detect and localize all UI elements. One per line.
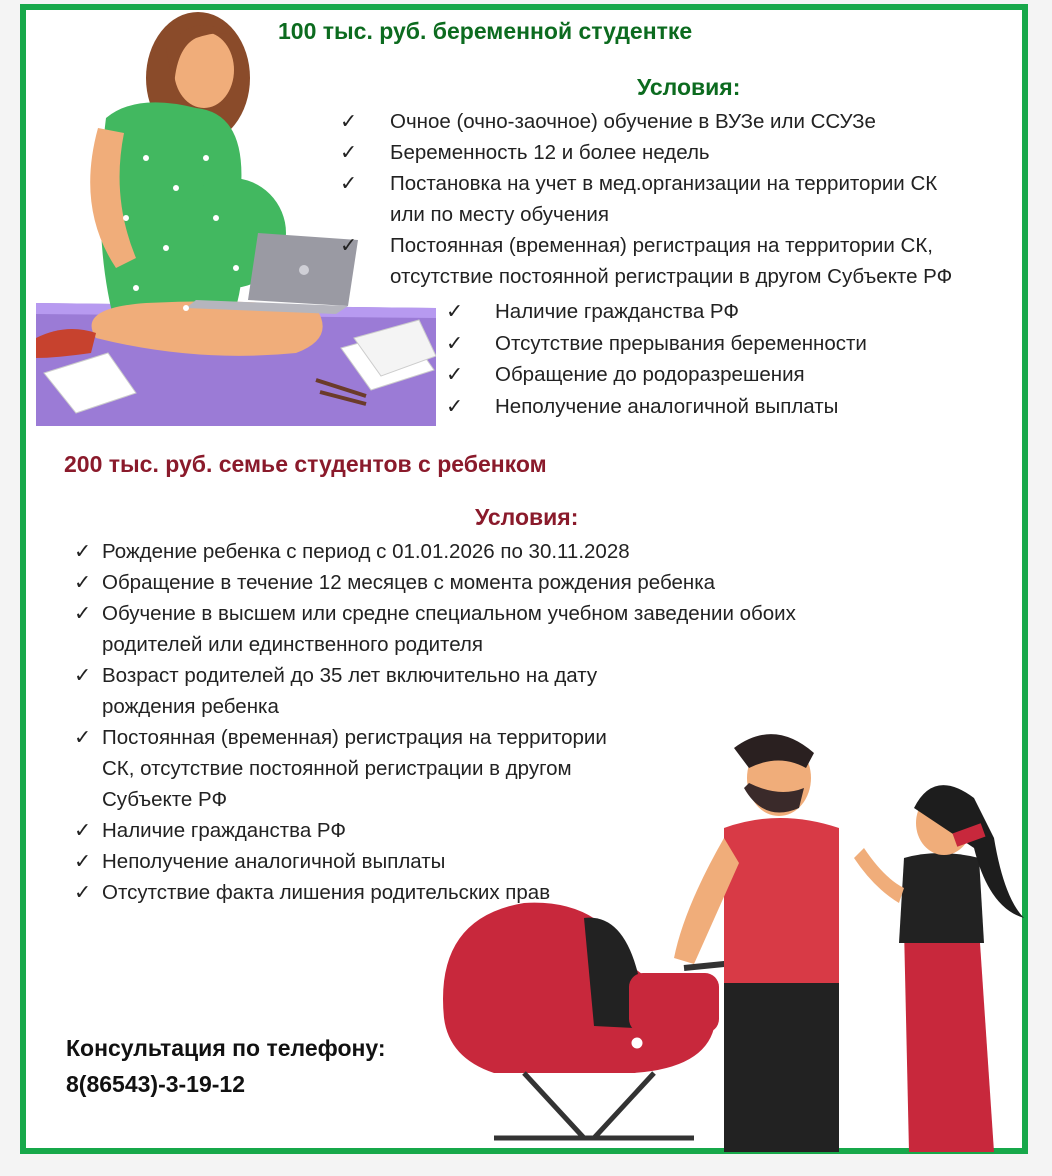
list-item-continuation: родителей или единственного родителя (102, 633, 483, 656)
check-icon: ✓ (446, 300, 464, 323)
list-item: ✓ Наличие гражданства РФ (74, 815, 914, 846)
list-item: ✓ Очное (очно-заочное) обучение в ВУЗе или ССУЗе (340, 106, 952, 137)
contact-phone[interactable]: 8(86543)-3-19-12 (66, 1071, 246, 1097)
check-icon: ✓ (74, 602, 92, 625)
contact-label: Консультация по телефону: (66, 1035, 386, 1061)
list-item: ✓ Обучение в высшем или средне специальном учебном заведении обоих (74, 598, 914, 629)
list-item: ✓ Постановка на учет в мед.организации на территории СК (340, 168, 952, 199)
check-icon: ✓ (74, 571, 92, 594)
section1-conditions-list-continued (446, 296, 867, 422)
list-item-continuation: рождения ребенка (102, 695, 279, 718)
check-icon: ✓ (74, 819, 92, 842)
list-item: ✓ Наличие гражданства РФ (446, 296, 867, 328)
list-item: ✓ Неполучение аналогичной выплаты (74, 846, 914, 877)
check-icon: ✓ (74, 664, 92, 687)
list-item-continuation: Субъекте РФ (102, 788, 228, 811)
list-item: ✓ Обращение в течение 12 месяцев с момента рождения ребенка (74, 567, 914, 598)
check-icon: ✓ (74, 540, 92, 563)
check-icon: ✓ (446, 394, 464, 418)
section2-title: 200 тыс. руб. семье студентов с ребенком (64, 451, 547, 477)
check-icon: ✓ (340, 141, 358, 164)
list-item: ✓ Отсутствие факта лишения родительских прав (74, 877, 914, 908)
list-item: ✓ Возраст родителей до 35 лет включительно на дату (74, 660, 914, 691)
section2-conditions-list (74, 536, 914, 908)
list-item: ✓ Постоянная (временная) регистрация на территории СК, (340, 230, 952, 261)
list-item: ✓ Неполучение аналогичной выплаты (446, 391, 867, 423)
contact-block (66, 1030, 386, 1102)
list-item-continuation: или по месту обучения (390, 203, 609, 226)
check-icon: ✓ (446, 331, 464, 355)
check-icon: ✓ (446, 363, 464, 386)
list-item: ✓ Отсутствие прерывания беременности (446, 328, 867, 360)
section1-title: 100 тыс. руб. беременной студентке (278, 18, 693, 44)
list-item: ✓ Беременность 12 и более недель (340, 137, 952, 168)
check-icon: ✓ (340, 172, 358, 195)
check-icon: ✓ (74, 881, 92, 904)
section2-conditions-label: Условия: (475, 504, 579, 530)
section1-conditions-list (340, 106, 952, 292)
list-item: ✓ Постоянная (временная) регистрация на территории (74, 722, 914, 753)
list-item: ✓ Обращение до родоразрешения (446, 359, 867, 391)
check-icon: ✓ (74, 726, 92, 749)
check-icon: ✓ (340, 234, 358, 257)
list-item-continuation: СК, отсутствие постоянной регистрации в другом (102, 757, 572, 780)
check-icon: ✓ (74, 850, 92, 873)
list-item-continuation: отсутствие постоянной регистрации в другом Субъекте РФ (390, 265, 953, 288)
section1-conditions-label: Условия: (637, 74, 741, 100)
list-item: ✓ Рождение ребенка с период с 01.01.2026 по 30.11.2028 (74, 536, 914, 567)
check-icon: ✓ (340, 110, 358, 133)
